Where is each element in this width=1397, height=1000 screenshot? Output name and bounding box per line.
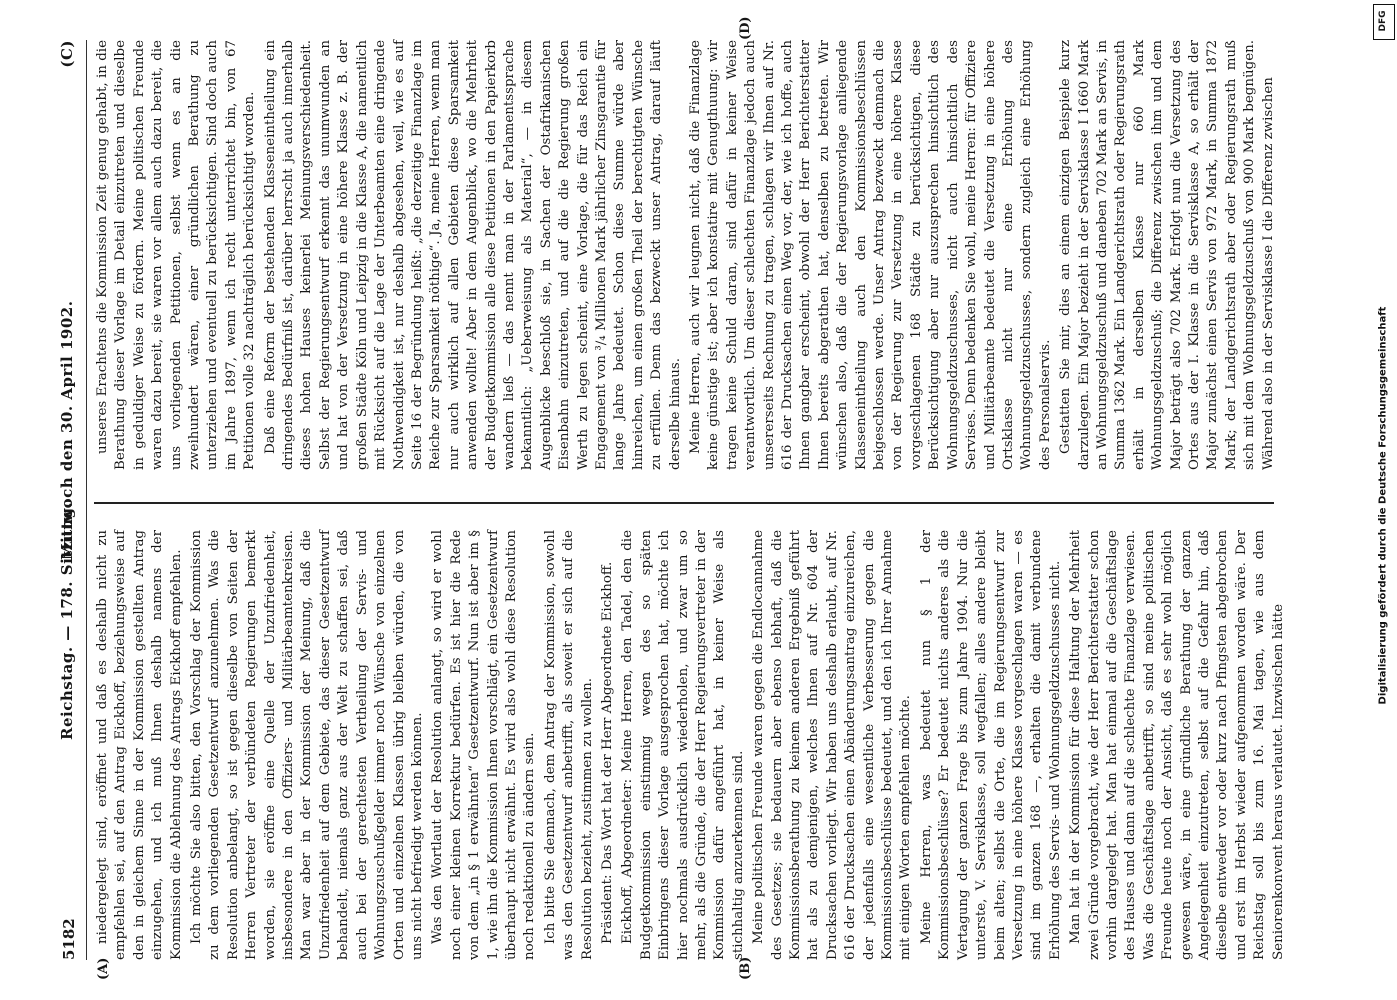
left-column	[94, 530, 1286, 960]
paragraph: Meine Herren, was bedeutet nun § 1 der Kommissionsbeschlüsse? Er bedeutet nichts anderes als die Vertagung der ganzen Frage bis zum Jahre 1904. Nur die unterste, V. Servisklasse, soll wegfallen; alles andere bleibt beim alten; selbst die Orte, die im Regierungsentwurf zur Versetzung in eine höhere Klasse vorgeschlagen waren — es sind im ganzen 168 —, erhalten die damit verbundene Erhöhung des Servis- und Wohnungsgeldzuschusses nicht.	[918, 530, 1063, 960]
paragraph: niedergelegt sind, eröffnet und daß es deshalb nicht zu empfehlen sei, auf den Antrag Eickhoff, beziehungsweise auf den in gleichem Sinne in der Kommission gestellten Antrag einzugehen, und ich muß Ihnen deshalb namens der Kommission die Ablehnung des Antrags Eickhoff empfehlen.	[95, 530, 184, 960]
paragraph: Daß eine Reform der bestehenden Klasseneintheilung ein dringendes Bedürfniß ist, darüber herrscht ja auch innerhalb dieses hohen Hauses keinerlei Meinungsverschiedenheit. Selbst der Regierungsentwurf erkennt das unumwunden an und hat von der Versetzung in eine höhere Klasse z. B. der großen Städte Köln und Leipzig in die Klasse A, die namentlich mit Rücksicht auf die Lage der Unterbeamten eine dringende Nothwendigkeit ist, nur deshalb abgesehen, weil, wie es auf Seite 16 der Begründung heißt: „die derzeitige Finanzlage im Reiche zur Sparsamkeit nöthige“. Ja, meine Herren, wenn man nur auch wirklich auf allen Gebieten diese Sparsamkeit anwenden wollte! Aber in dem Augenblick, wo die Mehrheit der Budgetkommission alle diese Petitionen in den Papierkorb wandern ließ — das nennt man in der Parlamentssprache bekanntlich: „Ueberweisung als Material“, — in diesem Augenblicke beschloß sie, in Sachen der Ostafrikanischen Eisenbahn einzutreten, und auf die die Regierung großen Werth zu legen scheint, eine Vorlage, die für das Reich ein Engagement von ³/₄ Millionen Mark jährlicher Zinsgarantie für lange Jahre bedeutet. Schon diese Summe würde aber hinreichen, um einen großen Theil der berechtigten Wünsche zu erfüllen. Denn das bezweckt unser Antrag, darauf läuft derselbe hinaus.	[262, 40, 683, 470]
marker-c: (C)	[58, 40, 76, 68]
paragraph: Ich möchte Sie also bitten, den Vorschlag der Kommission zu dem vorliegenden Gesetzentwurf anzunehmen. Was die Resolution anbelangt, so ist gegen dieselbe von Seiten der Herren Vertreter der verbündeten Regierungen bemerkt worden, sie eröffne eine Quelle der Unzufriedenheit, insbesondere in den Offiziers- und Militärbeamtenkreisen. Man war aber in der Kommission der Meinung, daß die Unzufriedenheit auf dem Gebiete, das dieser Gesetzentwurf behandelt, niemals ganz aus der Welt zu schaffen sei, daß auch bei der gerechtesten Vertheilung der Servis- und Wohnungszuschußgelder immer noch Wünsche von einzelnen Orten und einzelnen Klassen übrig bleiben würden, die von uns nicht befriedigt werden können.	[189, 530, 425, 960]
header-rule	[86, 40, 87, 960]
right-column	[94, 40, 1274, 470]
running-title: Reichstag. — 178. Sitzung.	[58, 501, 76, 740]
paragraph: Gestatten Sie mir, dies an einem einzigen Beispiele kurz darzulegen. Ein Major bezieht in der Servisklasse I 1660 Mark an Wohnungsgeldzuschuß und daneben 702 Mark an Servis, in Summa 1362 Mark. Ein Landgerichtsrath oder Regierungsrath erhält in derselben Klasse nur 660 Mark Wohnungsgeldzuschuß; die Differenz zwischen ihm und dem Major beträgt also 702 Mark. Erfolgt nun die Versetzung des Ortes aus der I. Klasse in die Servisklasse A, so erhält der Major zunächst einen Servis von 972 Mark, in Summa 1872 Mark; der Landgerichtsrath aber oder Regierungsrath muß sich mit dem Wohnungsgeldzuschuß von 900 Mark begnügen. Während also in der Servisklasse I die Differenz zwischen	[1058, 40, 1276, 470]
dfg-sidebar	[1371, 0, 1395, 1000]
marker-d: (D)	[738, 16, 753, 40]
column-divider	[94, 502, 1274, 504]
paragraph: Meine politischen Freunde waren gegen die Endlocannahme des Gesetzes; sie bedauern aber ebenso lebhaft, daß die Kommissionsberathung zu keinem anderen Ergebniß geführt hat als zu demjenigen, welches Ihnen auf Nr. 604 der Drucksachen vorliegt. Wir haben uns deshalb erlaubt, auf Nr. 616 der Drucksachen einen Abänderungsantrag einzureichen, der jedenfalls eine wesentliche Verbesserung gegen die Kommissionsbeschlüsse bedeutet, und den ich Ihrer Annahme mit einigen Worten empfehlen möchte.	[751, 530, 914, 960]
dfg-logo: DFG	[1373, 4, 1395, 40]
session-date: Mittwoch den 30. April 1902.	[58, 300, 76, 560]
dfg-notice: Digitalisierung gefördert durch die Deutsche Forschungsgemeinschaft	[1377, 306, 1389, 705]
paragraph: Was den Wortlaut der Resolution anlangt, so wird er wohl noch einer kleinen Korrektur bedürfen. Es ist hier die Rede von dem „in § 1 erwähnten“ Gesetzentwurf. Nun ist aber im § 1, wie ihn die Kommission Ihnen vorschlägt, ein Gesetzentwurf überhaupt nicht erwähnt. Es wird also wohl diese Resolution noch redaktionell zu ändern sein.	[430, 530, 538, 960]
paragraph: Ich bitte Sie demnach, dem Antrag der Kommission, sowohl was den Gesetzentwurf anbetrifft, als soweit er sich auf die Resolution bezieht, zustimmen zu wollen.	[542, 530, 595, 960]
rotated-page	[48, 16, 1348, 980]
marker-b: (B)	[738, 956, 753, 980]
paragraph: Meine Herren, auch wir leugnen nicht, daß die Finanzlage keine günstige ist; aber ich konstatire mit Genugthuung: wir tragen keine Schuld daran, sind dafür in keiner Weise verantwortlich. Um dieser schlechten Finanzlage jedoch auch unsererseits Rechnung zu tragen, schlagen wir Ihnen auf Nr. 616 der Drucksachen einen Weg vor, der, wie ich hoffe, auch Ihnen gangbar erscheint, obwohl der Herr Berichterstatter Ihnen bereits abgerathen hat, denselben zu betreten. Wir wünschen also, daß die der Regierungsvorlage anliegende Klasseneintheilung auch den Kommissionsbeschlüssen beigeschlossen werde. Unser Antrag bezweckt demnach die von der Regierung zur Versetzung in eine höhere Klasse vorgeschlagenen 168 Städte zu berücksichtigen, diese Berücksichtigung aber nur auszusprechen hinsichtlich des Wohnungsgeldzuschusses, nicht auch hinsichtlich des Servises. Denn bedenken Sie wohl, meine Herren: für Offiziere und Militärbeamte bedeutet die Versetzung in eine höhere Ortsklasse nicht nur eine Erhöhung des Wohnungsgeldzuschusses, sondern zugleich eine Erhöhung des Personalservis.	[688, 40, 1053, 470]
marker-a: (A)	[96, 957, 111, 980]
paragraph: unseres Erachtens die Kommission Zeit genug gehabt, in die Berathung dieser Vorlage im Detail einzutreten und dieselbe in geduldiger Weise zu fördern. Meine politischen Freunde waren dazu bereit, sie waren vor allem auch dazu bereit, die uns vorliegenden Petitionen, selbst wenn es an die zweihundert wären, einer gründlichen Berathung zu unterziehen und eventuell zu berücksichtigen. Sind doch auch im Jahre 1897, wenn ich recht unterrichtet bin, von 67 Petitionen volle 32 nachträglich berücksichtigt worden.	[95, 40, 258, 470]
paragraph: Eickhoff, Abgeordneter: Meine Herren, den Tadel, den die Budgetkommission einstimmig wegen des so späten Einbringens dieser Vorlage ausgesprochen hat, möchte ich hier nochmals ausdrücklich wiederholen, und zwar um so mehr, als die Gründe, die der Herr Regierungsvertreter in der Kommission dafür angeführt hat, in keiner Weise als stichhaltig anzuerkennen sind.	[620, 530, 746, 960]
paragraph: Man hat in der Kommission für diese Haltung der Mehrheit zwei Gründe vorgebracht, wie der Herr Berichterstatter schon vorhin dargelegt hat. Man hat einmal auf die Geschäftslage des Hauses und dann auf die schlechte Finanzlage verwiesen. Was die Geschäftslage anbetrifft, so sind meine politischen Freunde heute noch der Ansicht, daß es sehr wohl möglich gewesen wäre, in eine gründliche Berathung der ganzen Angelegenheit einzutreten, selbst auf die Gefahr hin, daß dieselbe entweder vor oder kurz nach Pfingsten abgebrochen und erst im Herbst wieder aufgenommen worden wäre. Der Reichstag soll bis zum 16. Mai tagen, wie aus dem Seniorenkonvent heraus verlautet. Inzwischen hätte	[1068, 530, 1286, 960]
paragraph: Präsident: Das Wort hat der Herr Abgeordnete Eickhoff.	[599, 561, 615, 944]
page-header	[54, 40, 84, 960]
page-number: 5182	[60, 918, 78, 960]
